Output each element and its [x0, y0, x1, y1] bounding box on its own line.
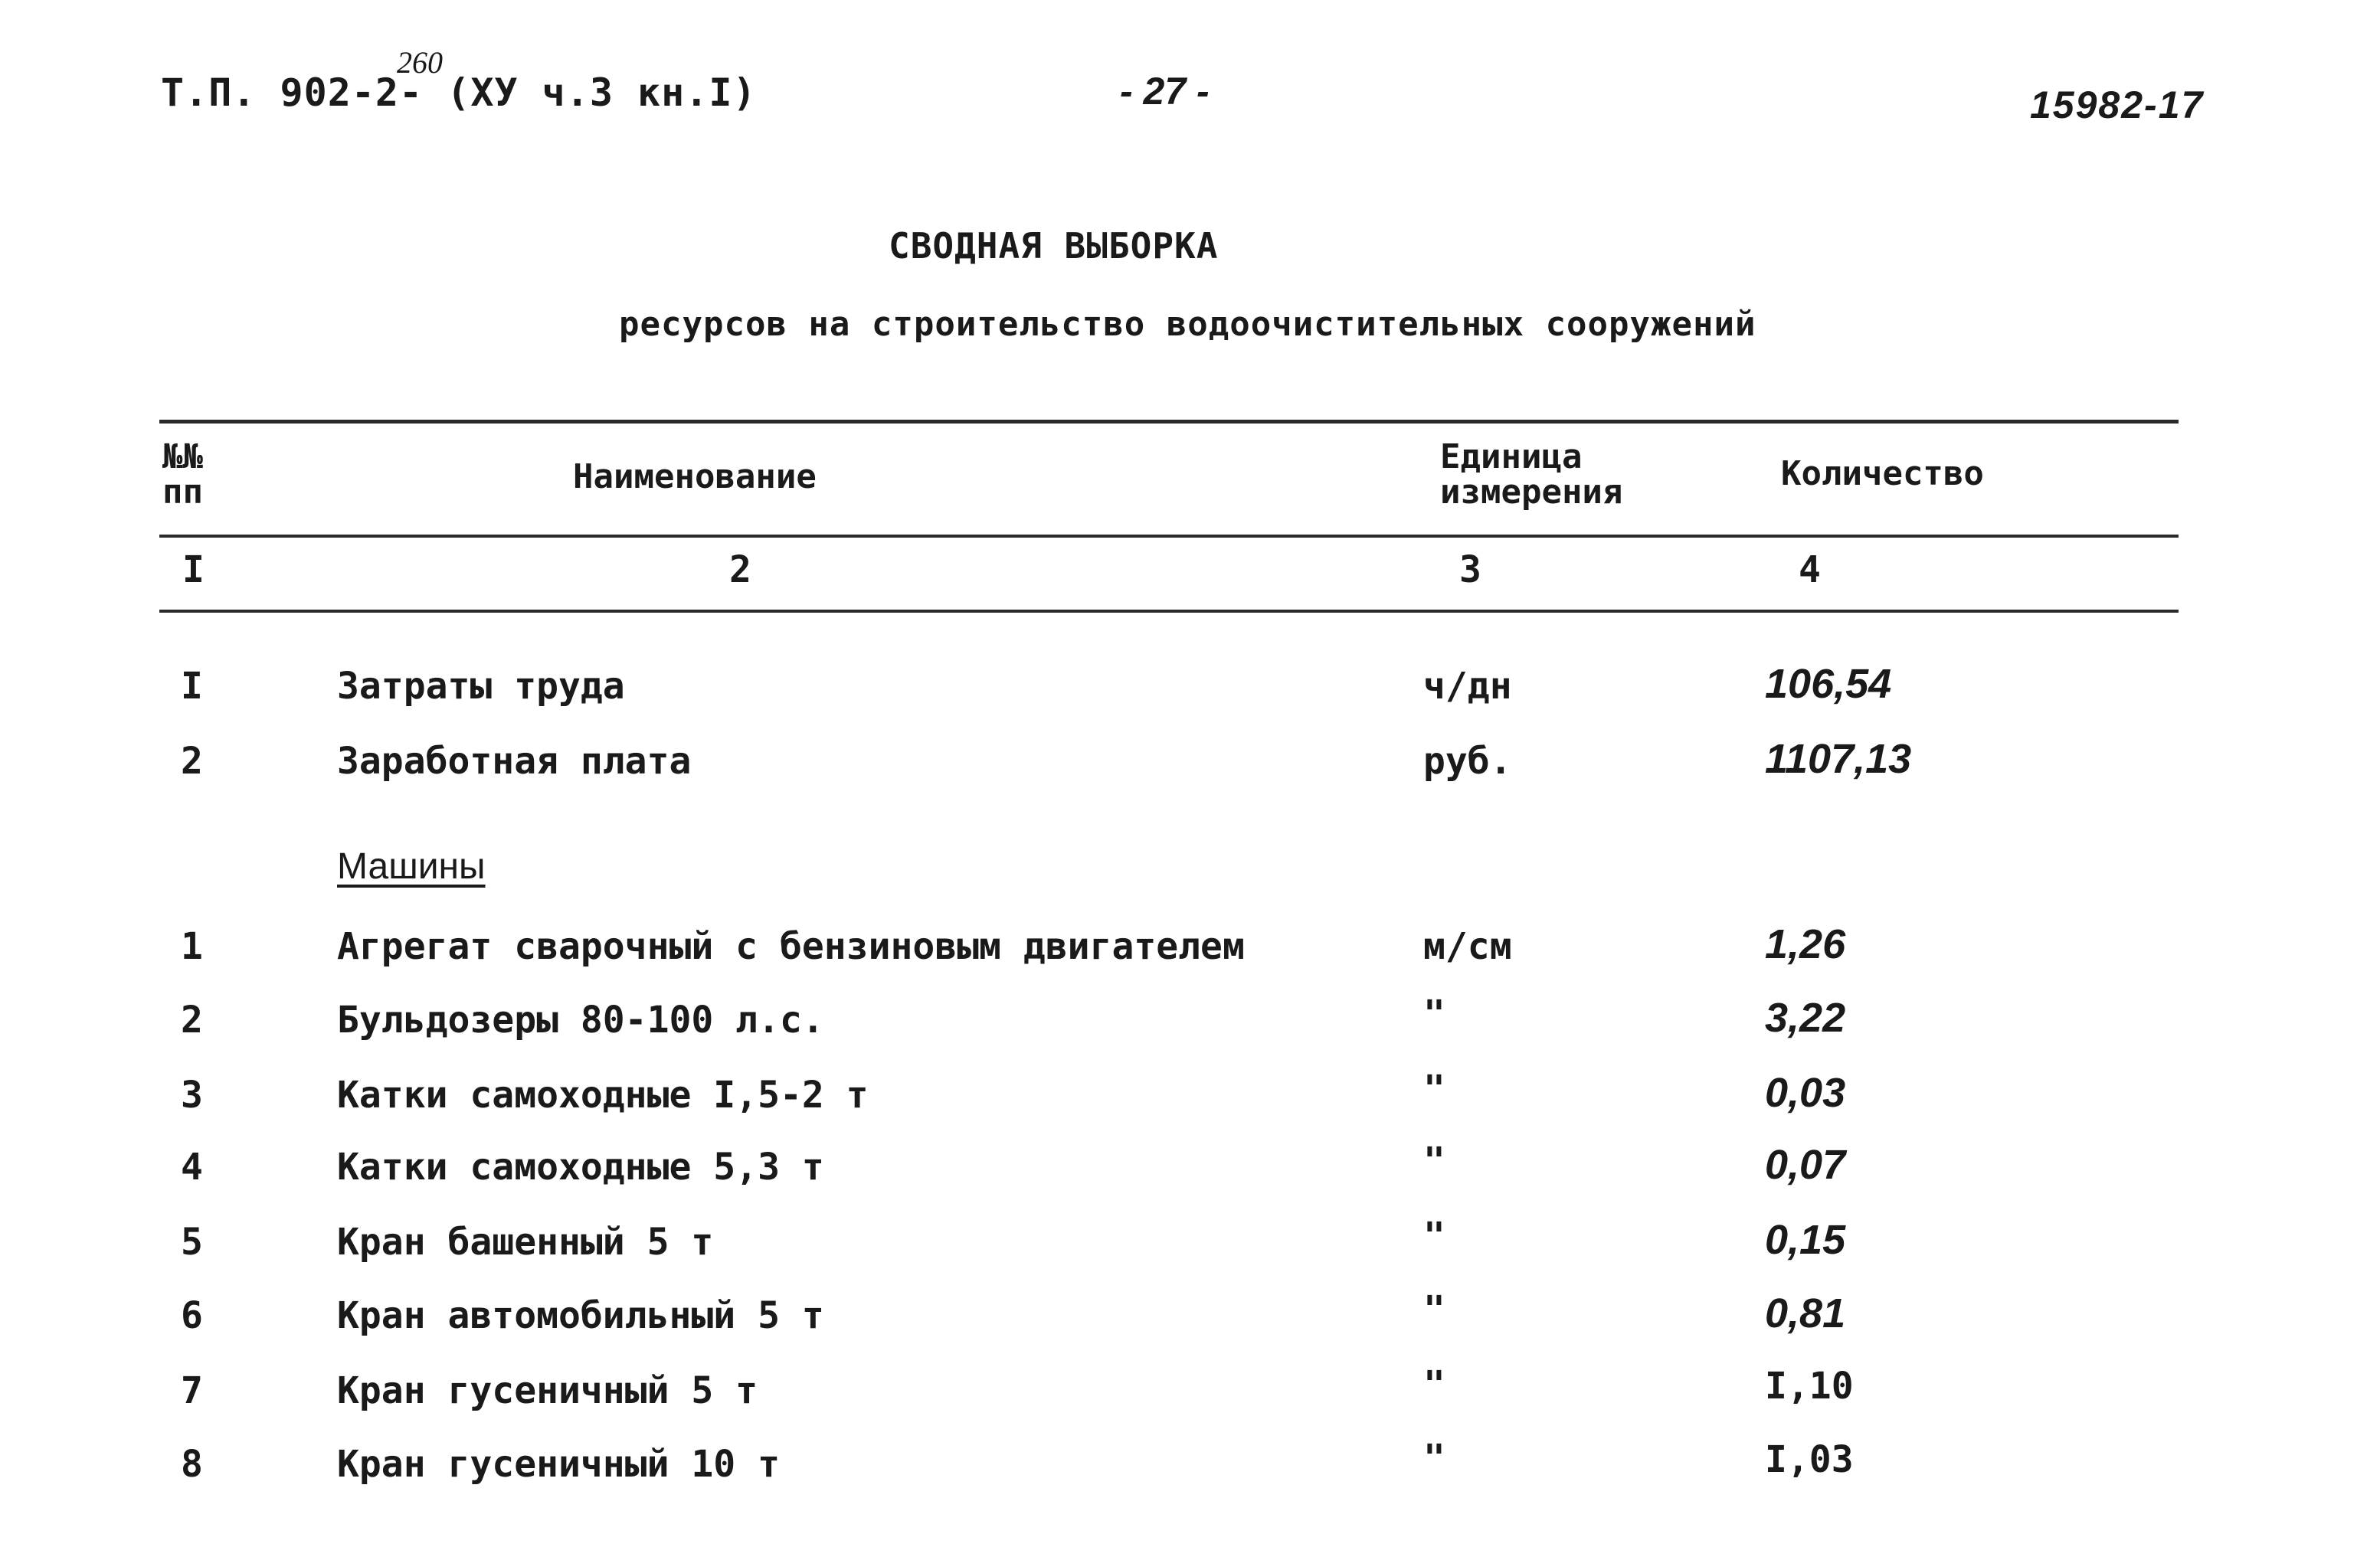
table-top-rule	[159, 420, 2179, 424]
row-name: Катки самоходные 5,3 т	[337, 1146, 824, 1189]
row-unit: "	[1423, 1215, 1445, 1258]
row-quantity: 1107,13	[1765, 736, 1912, 782]
doc-code-superscript: 260	[397, 45, 443, 80]
row-unit: руб.	[1423, 740, 1512, 783]
row-quantity: 0,15	[1765, 1217, 1846, 1263]
table-header-rule	[159, 535, 2179, 538]
column-header-quantity: Количество	[1781, 454, 1984, 493]
column-number: 4	[1799, 548, 1821, 591]
row-unit: "	[1423, 1437, 1445, 1480]
row-name: Кран автомобильный 5 т	[337, 1294, 824, 1337]
row-quantity: I,10	[1765, 1365, 1854, 1408]
section-title-machines: Машины	[337, 846, 486, 887]
row-name: Кран гусеничный 10 т	[337, 1443, 780, 1486]
row-quantity: 106,54	[1765, 661, 1892, 707]
row-quantity: I,03	[1765, 1438, 1854, 1481]
row-unit: "	[1423, 1068, 1445, 1110]
row-quantity: 0,81	[1765, 1290, 1846, 1336]
row-number: 7	[181, 1369, 203, 1412]
row-number: 2	[181, 740, 203, 783]
row-unit: "	[1423, 1363, 1445, 1406]
row-name: Катки самоходные I,5-2 т	[337, 1074, 869, 1117]
row-name: Агрегат сварочный с бензиновым двигателем	[337, 925, 1245, 968]
row-name: Бульдозеры 80-100 л.с.	[337, 999, 824, 1042]
row-unit: ч/дн	[1423, 665, 1512, 708]
row-number: 6	[181, 1294, 203, 1337]
archive-number: 15982-17	[2030, 83, 2205, 126]
row-number: 5	[181, 1221, 203, 1264]
row-name: Заработная плата	[337, 740, 692, 783]
row-number: 8	[181, 1443, 203, 1486]
row-number: 2	[181, 999, 203, 1042]
row-unit: "	[1423, 1140, 1445, 1182]
document-title: СВОДНАЯ ВЫБОРКА	[889, 225, 1219, 267]
row-name: Кран башенный 5 т	[337, 1221, 714, 1264]
row-number: 4	[181, 1146, 203, 1189]
column-number: 3	[1459, 548, 1481, 591]
row-quantity: 1,26	[1765, 921, 1846, 967]
row-number: I	[181, 665, 203, 708]
row-quantity: 0,03	[1765, 1070, 1846, 1116]
row-unit: м/см	[1423, 925, 1512, 968]
row-number: 3	[181, 1074, 203, 1117]
column-header-unit: Единица измерения	[1440, 437, 1623, 512]
page-number: - 27 -	[1120, 70, 1210, 113]
row-name: Затраты труда	[337, 665, 625, 708]
row-quantity: 0,07	[1765, 1142, 1846, 1188]
row-unit: "	[1423, 993, 1445, 1035]
document-subtitle: ресурсов на строительство водоочистительных сооружений	[619, 305, 1756, 344]
column-header-name: Наименование	[573, 457, 817, 496]
row-name: Кран гусеничный 5 т	[337, 1369, 758, 1412]
column-number: I	[182, 548, 205, 591]
column-number: 2	[729, 548, 751, 591]
row-unit: "	[1423, 1288, 1445, 1331]
table-numbering-rule	[159, 610, 2179, 613]
row-quantity: 3,22	[1765, 995, 1846, 1041]
column-header-number: №№ пп	[162, 437, 203, 512]
doc-code: Т.П. 902-2- (ХУ ч.3 кн.I)	[161, 70, 757, 115]
row-number: 1	[181, 925, 203, 968]
